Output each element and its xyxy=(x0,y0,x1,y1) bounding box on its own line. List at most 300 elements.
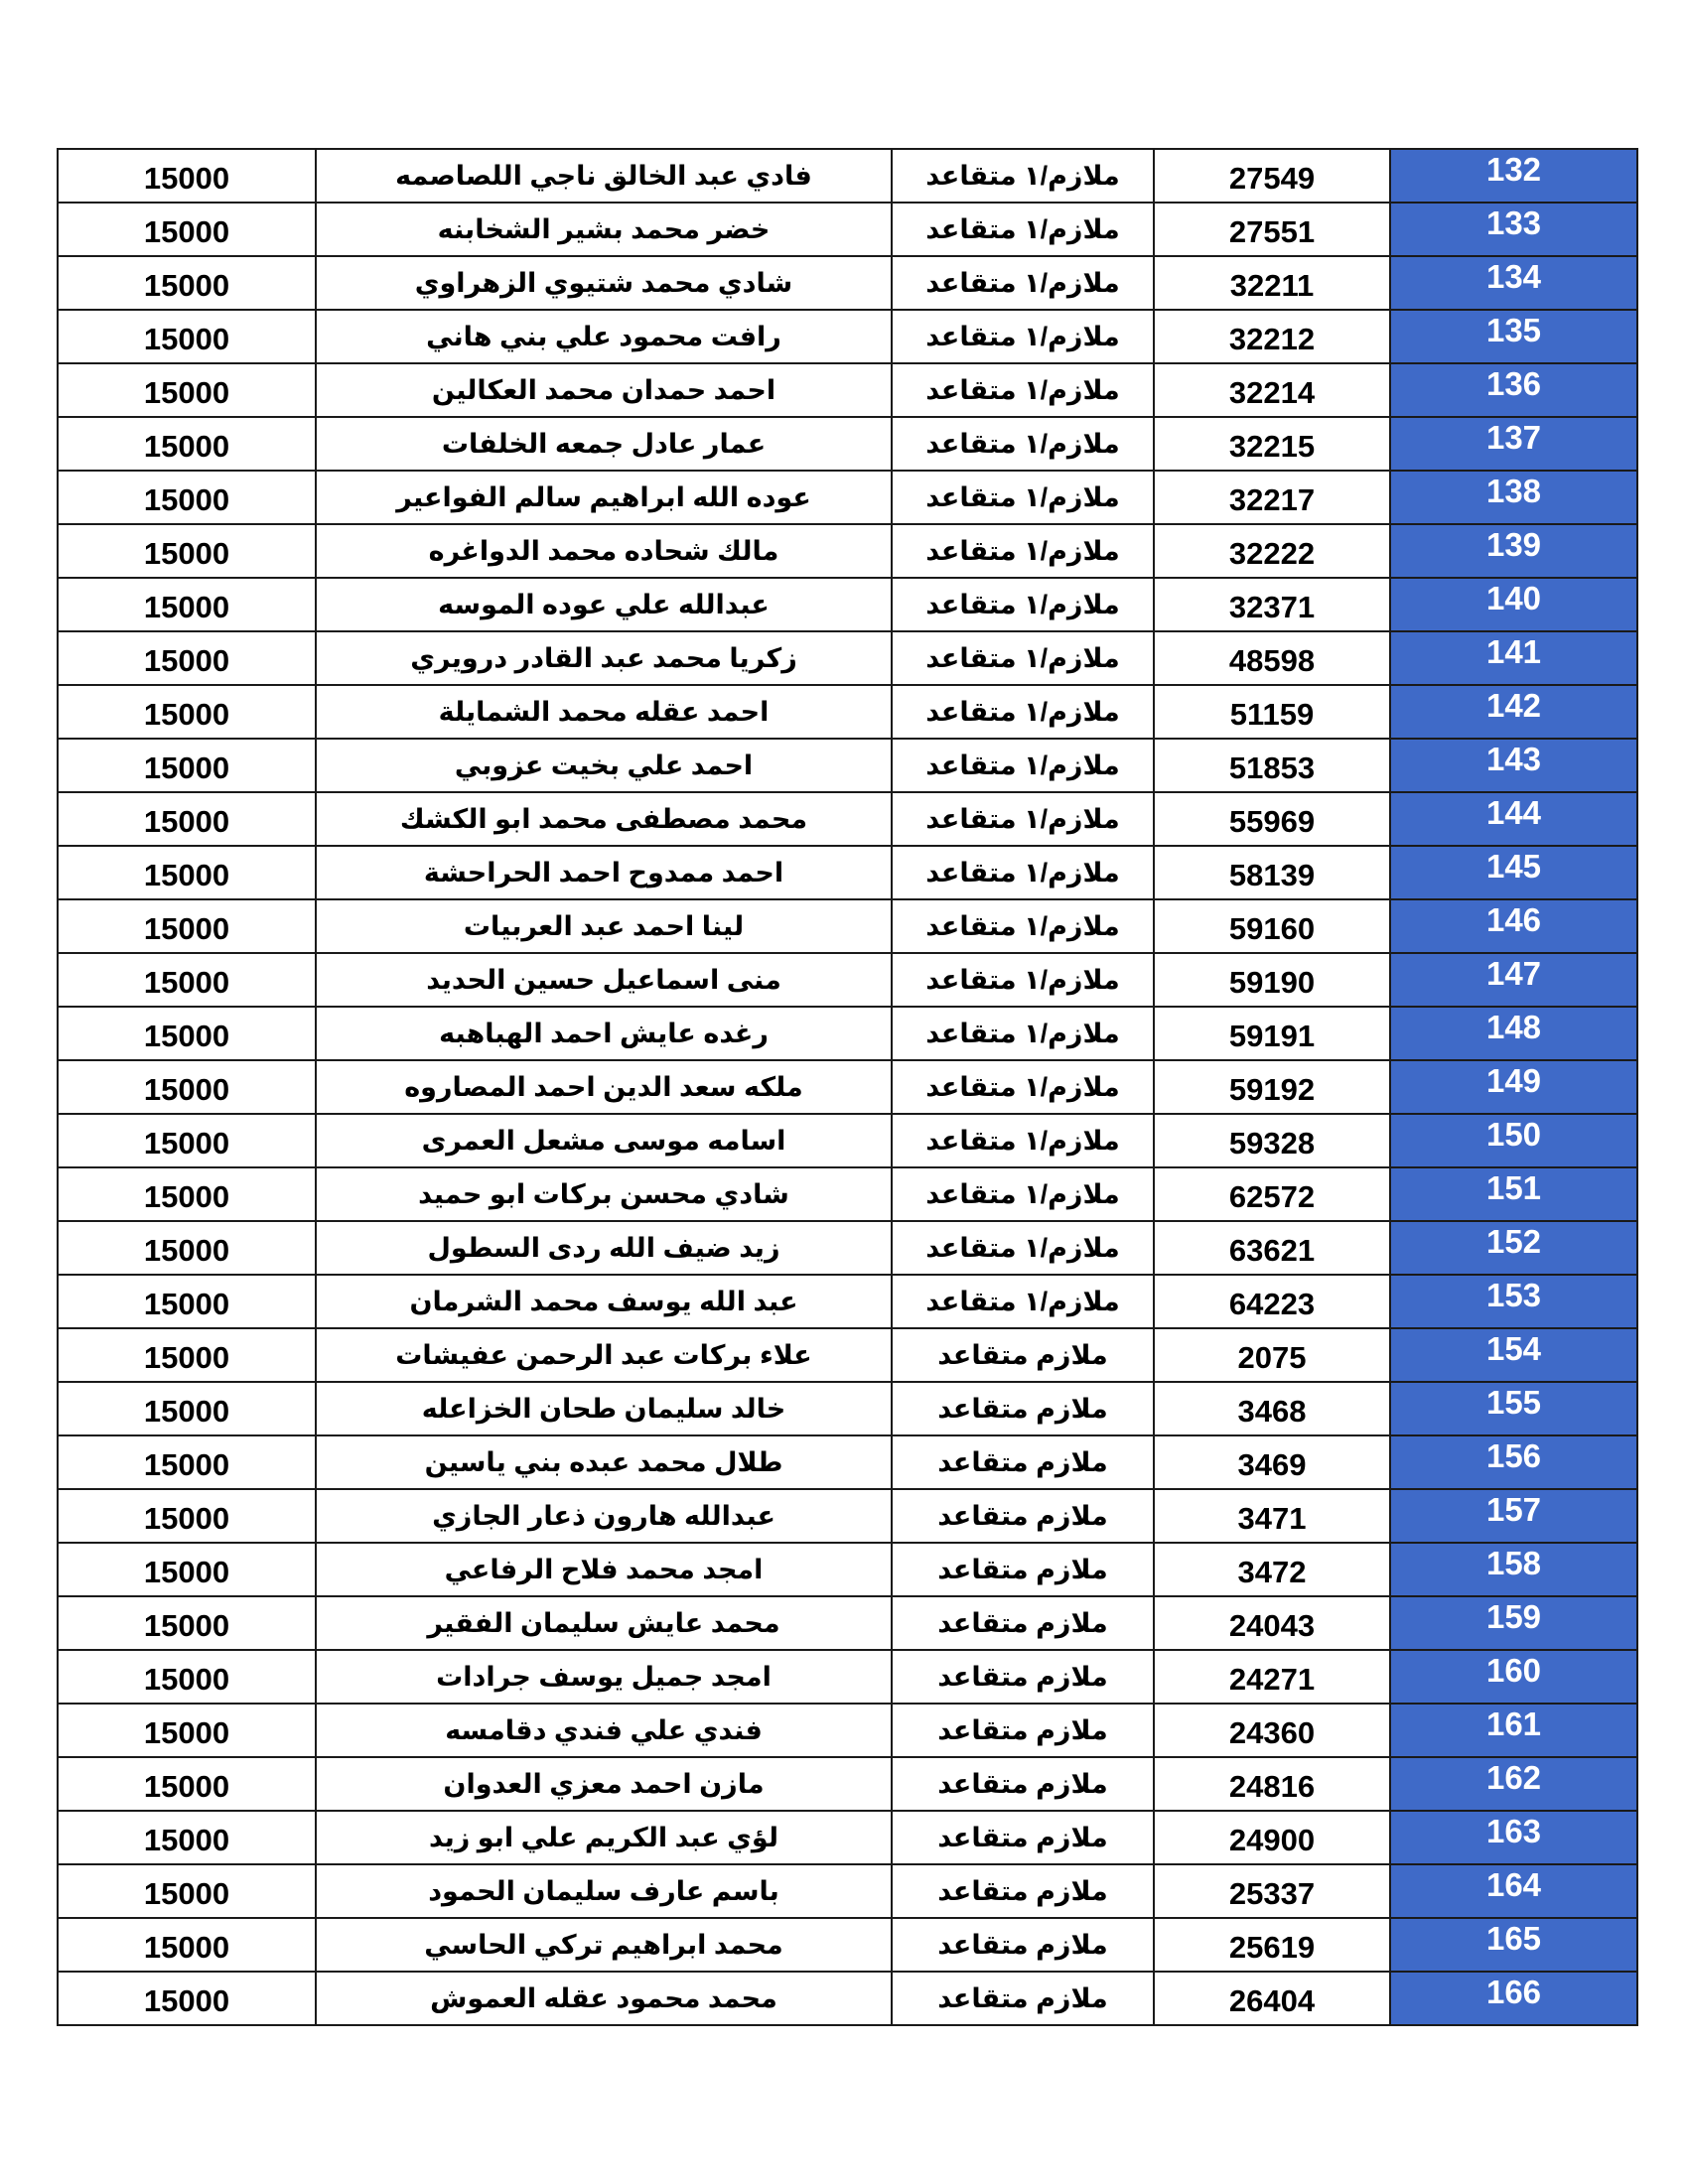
rank-cell-text: ملازم متقاعد xyxy=(937,1607,1108,1638)
table-row xyxy=(58,1167,1637,1221)
rank-cell xyxy=(892,953,1154,1007)
name-cell-text: فندي علي فندي دقامسه xyxy=(445,1714,763,1745)
table-row xyxy=(58,792,1637,846)
rank-cell-text: ملازم/١ متقاعد xyxy=(925,1286,1120,1316)
amount-cell-text: 15000 xyxy=(143,482,230,517)
rank-cell-text: ملازم متقاعد xyxy=(937,1714,1108,1745)
amount-cell xyxy=(58,846,316,899)
table-row xyxy=(58,1114,1637,1167)
amount-cell xyxy=(58,417,316,471)
table-row xyxy=(58,685,1637,739)
rank-cell xyxy=(892,363,1154,417)
rank-cell-text: ملازم متقاعد xyxy=(937,1393,1108,1424)
table-row xyxy=(58,1864,1637,1918)
amount-cell-text: 15000 xyxy=(143,1072,230,1107)
amount-cell-text: 15000 xyxy=(143,1394,230,1429)
rank-cell xyxy=(892,1221,1154,1275)
sequence-number-cell-text: 147 xyxy=(1485,955,1542,992)
amount-cell-text: 15000 xyxy=(143,1287,230,1321)
table-row xyxy=(58,631,1637,685)
id-number-cell xyxy=(1154,1650,1390,1704)
name-cell-text: محمد ابراهيم تركي الحاسي xyxy=(424,1929,783,1960)
table-row xyxy=(58,256,1637,310)
sequence-number-cell-text: 143 xyxy=(1485,741,1542,777)
id-number-cell-text: 32214 xyxy=(1228,375,1316,410)
sequence-number-cell xyxy=(1390,1382,1637,1435)
table-row xyxy=(58,203,1637,256)
rank-cell-text: ملازم/١ متقاعد xyxy=(925,160,1120,191)
id-number-cell-text: 27551 xyxy=(1228,214,1316,249)
amount-cell-text: 15000 xyxy=(143,1608,230,1643)
rank-cell-text: ملازم/١ متقاعد xyxy=(925,964,1120,995)
sequence-number-cell xyxy=(1390,1650,1637,1704)
amount-cell-text: 15000 xyxy=(143,1179,230,1214)
amount-cell xyxy=(58,1811,316,1864)
amount-cell xyxy=(58,1328,316,1382)
table-row xyxy=(58,899,1637,953)
id-number-cell-text: 62572 xyxy=(1228,1179,1316,1214)
amount-cell-text: 15000 xyxy=(143,1930,230,1965)
sequence-number-cell xyxy=(1390,739,1637,792)
id-number-cell xyxy=(1154,1007,1390,1060)
table-row xyxy=(58,471,1637,524)
rank-cell-text: ملازم متقاعد xyxy=(937,1875,1108,1906)
id-number-cell xyxy=(1154,899,1390,953)
name-cell xyxy=(316,1382,892,1435)
rank-cell-text: ملازم متقاعد xyxy=(937,1982,1108,2013)
id-number-cell-text: 25337 xyxy=(1228,1876,1316,1911)
sequence-number-cell xyxy=(1390,256,1637,310)
sequence-number-cell-text: 153 xyxy=(1485,1277,1542,1313)
sequence-number-cell xyxy=(1390,631,1637,685)
rank-cell-text: ملازم/١ متقاعد xyxy=(925,910,1120,941)
table-row xyxy=(58,1275,1637,1328)
name-cell-text: علاء بركات عبد الرحمن عفيشات xyxy=(395,1339,812,1370)
name-cell-text: احمد علي بخيت عزوبي xyxy=(454,750,754,780)
sequence-number-cell-text: 165 xyxy=(1485,1920,1542,1957)
amount-cell xyxy=(58,1060,316,1114)
sequence-number-cell-text: 134 xyxy=(1485,258,1542,295)
sequence-number-cell-text: 155 xyxy=(1485,1384,1542,1421)
id-number-cell-text: 24360 xyxy=(1228,1715,1316,1750)
amount-cell-text: 15000 xyxy=(143,268,230,303)
table-row xyxy=(58,1596,1637,1650)
amount-cell xyxy=(58,256,316,310)
sequence-number-cell xyxy=(1390,1543,1637,1596)
table-row xyxy=(58,417,1637,471)
id-number-cell xyxy=(1154,1382,1390,1435)
name-cell-text: باسم عارف سليمان الحمود xyxy=(428,1875,779,1906)
amount-cell-text: 15000 xyxy=(143,1555,230,1589)
rank-cell-text: ملازم/١ متقاعد xyxy=(925,213,1120,244)
amount-cell-text: 15000 xyxy=(143,1769,230,1804)
rank-cell xyxy=(892,310,1154,363)
table-row xyxy=(58,1221,1637,1275)
rank-cell xyxy=(892,149,1154,203)
id-number-cell xyxy=(1154,953,1390,1007)
name-cell xyxy=(316,578,892,631)
sequence-number-cell xyxy=(1390,1489,1637,1543)
sequence-number-cell xyxy=(1390,1328,1637,1382)
rank-cell-text: ملازم/١ متقاعد xyxy=(925,267,1120,298)
id-number-cell-text: 3469 xyxy=(1237,1447,1307,1482)
amount-cell-text: 15000 xyxy=(143,1126,230,1160)
amount-cell xyxy=(58,524,316,578)
amount-cell-text: 15000 xyxy=(143,375,230,410)
table-row xyxy=(58,310,1637,363)
amount-cell-text: 15000 xyxy=(143,536,230,571)
rank-cell-text: ملازم/١ متقاعد xyxy=(925,696,1120,727)
id-number-cell-text: 59160 xyxy=(1228,911,1316,946)
table-row xyxy=(58,1489,1637,1543)
rank-cell-text: ملازم متقاعد xyxy=(937,1768,1108,1799)
rank-cell-text: ملازم متقاعد xyxy=(937,1339,1108,1370)
rank-cell xyxy=(892,578,1154,631)
amount-cell-text: 15000 xyxy=(143,1983,230,2018)
rank-cell xyxy=(892,1650,1154,1704)
rank-cell-text: ملازم/١ متقاعد xyxy=(925,535,1120,566)
sequence-number-cell-text: 166 xyxy=(1485,1974,1542,2010)
name-cell xyxy=(316,149,892,203)
name-cell-text: محمد مصطفى محمد ابو الكشك xyxy=(399,803,808,834)
sequence-number-cell xyxy=(1390,1060,1637,1114)
name-cell-text: فادي عبد الخالق ناجي اللصاصمه xyxy=(395,160,812,191)
id-number-cell-text: 27549 xyxy=(1228,161,1316,196)
sequence-number-cell-text: 163 xyxy=(1485,1813,1542,1849)
sequence-number-cell xyxy=(1390,471,1637,524)
id-number-cell xyxy=(1154,685,1390,739)
sequence-number-cell-text: 136 xyxy=(1485,365,1542,402)
name-cell-text: لينا احمد عبد العربيات xyxy=(463,910,745,941)
sequence-number-cell-text: 133 xyxy=(1485,205,1542,241)
id-number-cell-text: 3471 xyxy=(1237,1501,1307,1536)
name-cell-text: لؤي عبد الكريم علي ابو زيد xyxy=(429,1822,778,1852)
name-cell-text: محمد محمود عقله العموش xyxy=(430,1982,777,2013)
sequence-number-cell-text: 157 xyxy=(1485,1491,1542,1528)
sequence-number-cell-text: 139 xyxy=(1485,526,1542,563)
id-number-cell xyxy=(1154,310,1390,363)
id-number-cell xyxy=(1154,203,1390,256)
name-cell xyxy=(316,1918,892,1972)
name-cell xyxy=(316,203,892,256)
id-number-cell xyxy=(1154,256,1390,310)
table-row xyxy=(58,1704,1637,1757)
name-cell-text: محمد عايش سليمان الفقير xyxy=(427,1607,780,1638)
name-cell xyxy=(316,310,892,363)
id-number-cell xyxy=(1154,1114,1390,1167)
rank-cell xyxy=(892,792,1154,846)
id-number-cell-text: 51853 xyxy=(1228,751,1316,785)
rank-cell xyxy=(892,524,1154,578)
name-cell-text: احمد عقله محمد الشمايلة xyxy=(438,696,770,727)
rank-cell xyxy=(892,1060,1154,1114)
rank-cell-text: ملازم/١ متقاعد xyxy=(925,481,1120,512)
amount-cell xyxy=(58,203,316,256)
rank-cell-text: ملازم/١ متقاعد xyxy=(925,321,1120,351)
name-cell-text: اسامه موسى مشعل العمرى xyxy=(421,1125,786,1156)
id-number-cell xyxy=(1154,739,1390,792)
name-cell xyxy=(316,1972,892,2025)
rank-cell-text: ملازم/١ متقاعد xyxy=(925,803,1120,834)
sequence-number-cell xyxy=(1390,310,1637,363)
sequence-number-cell xyxy=(1390,1114,1637,1167)
table-row xyxy=(58,1543,1637,1596)
name-cell-text: امجد محمد فلاح الرفاعي xyxy=(444,1554,764,1584)
rank-cell xyxy=(892,1811,1154,1864)
name-cell xyxy=(316,1167,892,1221)
name-cell-text: منى اسماعيل حسين الحديد xyxy=(426,964,781,995)
rank-cell-text: ملازم متقاعد xyxy=(937,1554,1108,1584)
table-row xyxy=(58,846,1637,899)
id-number-cell xyxy=(1154,149,1390,203)
rank-cell-text: ملازم متقاعد xyxy=(937,1500,1108,1531)
amount-cell xyxy=(58,1650,316,1704)
name-cell xyxy=(316,899,892,953)
id-number-cell-text: 3468 xyxy=(1237,1394,1307,1429)
sequence-number-cell-text: 140 xyxy=(1485,580,1542,616)
table-body xyxy=(58,149,1637,2025)
sequence-number-cell-text: 132 xyxy=(1485,151,1542,188)
sequence-number-cell xyxy=(1390,363,1637,417)
rank-cell xyxy=(892,899,1154,953)
table-row xyxy=(58,363,1637,417)
sequence-number-cell-text: 151 xyxy=(1485,1169,1542,1206)
rank-cell xyxy=(892,1918,1154,1972)
sequence-number-cell xyxy=(1390,203,1637,256)
table-row xyxy=(58,578,1637,631)
name-cell xyxy=(316,524,892,578)
name-cell-text: احمد حمدان محمد العكالين xyxy=(431,374,776,405)
amount-cell xyxy=(58,149,316,203)
name-cell xyxy=(316,363,892,417)
table-row xyxy=(58,1007,1637,1060)
amount-cell-text: 15000 xyxy=(143,322,230,356)
amount-cell-text: 15000 xyxy=(143,1662,230,1697)
name-cell xyxy=(316,1489,892,1543)
name-cell xyxy=(316,256,892,310)
sequence-number-cell-text: 152 xyxy=(1485,1223,1542,1260)
rank-cell-text: ملازم/١ متقاعد xyxy=(925,1018,1120,1048)
amount-cell xyxy=(58,739,316,792)
id-number-cell-text: 55969 xyxy=(1228,804,1316,839)
amount-cell-text: 15000 xyxy=(143,590,230,624)
name-cell-text: شادي محمد شتيوي الزهراوي xyxy=(414,267,793,298)
sequence-number-cell xyxy=(1390,846,1637,899)
name-cell xyxy=(316,685,892,739)
name-cell xyxy=(316,1007,892,1060)
table-row xyxy=(58,1060,1637,1114)
rank-cell xyxy=(892,203,1154,256)
name-cell xyxy=(316,846,892,899)
sequence-number-cell xyxy=(1390,1221,1637,1275)
rank-cell xyxy=(892,1382,1154,1435)
table-row xyxy=(58,1382,1637,1435)
sequence-number-cell-text: 145 xyxy=(1485,848,1542,885)
name-cell xyxy=(316,1596,892,1650)
rank-cell-text: ملازم/١ متقاعد xyxy=(925,750,1120,780)
table-row xyxy=(58,1328,1637,1382)
sequence-number-cell-text: 154 xyxy=(1485,1330,1542,1367)
amount-cell xyxy=(58,1704,316,1757)
name-cell xyxy=(316,1114,892,1167)
id-number-cell-text: 59328 xyxy=(1228,1126,1316,1160)
id-number-cell-text: 59192 xyxy=(1228,1072,1316,1107)
id-number-cell xyxy=(1154,1596,1390,1650)
name-cell-text: عمار عادل جمعه الخلفات xyxy=(441,428,767,459)
rank-cell-text: ملازم/١ متقاعد xyxy=(925,428,1120,459)
name-cell xyxy=(316,1328,892,1382)
amount-cell-text: 15000 xyxy=(143,911,230,946)
table-row xyxy=(58,149,1637,203)
name-cell xyxy=(316,1435,892,1489)
id-number-cell xyxy=(1154,1918,1390,1972)
amount-cell-text: 15000 xyxy=(143,161,230,196)
id-number-cell xyxy=(1154,1543,1390,1596)
sequence-number-cell xyxy=(1390,953,1637,1007)
name-cell xyxy=(316,1060,892,1114)
rank-cell xyxy=(892,1435,1154,1489)
sequence-number-cell-text: 161 xyxy=(1485,1706,1542,1742)
sequence-number-cell xyxy=(1390,1918,1637,1972)
amount-cell-text: 15000 xyxy=(143,643,230,678)
rank-cell xyxy=(892,739,1154,792)
id-number-cell-text: 48598 xyxy=(1228,643,1316,678)
sequence-number-cell xyxy=(1390,685,1637,739)
name-cell xyxy=(316,1543,892,1596)
rank-cell xyxy=(892,631,1154,685)
rank-cell xyxy=(892,1114,1154,1167)
name-cell-text: عبدالله علي عوده الموسه xyxy=(438,589,770,619)
name-cell-text: عبد الله يوسف محمد الشرمان xyxy=(409,1286,798,1316)
sequence-number-cell xyxy=(1390,1704,1637,1757)
name-cell xyxy=(316,792,892,846)
rank-cell-text: ملازم/١ متقاعد xyxy=(925,589,1120,619)
id-number-cell-text: 24816 xyxy=(1228,1769,1316,1804)
amount-cell-text: 15000 xyxy=(143,858,230,892)
id-number-cell-text: 58139 xyxy=(1228,858,1316,892)
amount-cell xyxy=(58,471,316,524)
id-number-cell xyxy=(1154,1757,1390,1811)
rank-cell-text: ملازم/١ متقاعد xyxy=(925,1232,1120,1263)
id-number-cell-text: 64223 xyxy=(1228,1287,1316,1321)
table-row xyxy=(58,1435,1637,1489)
name-cell-text: عبدالله هارون ذعار الجازي xyxy=(432,1500,775,1531)
sequence-number-cell xyxy=(1390,899,1637,953)
name-cell-text: زكريا محمد عبد القادر درويري xyxy=(410,642,797,673)
rank-cell-text: ملازم متقاعد xyxy=(937,1661,1108,1692)
id-number-cell xyxy=(1154,1972,1390,2025)
table-row xyxy=(58,1972,1637,2025)
rank-cell xyxy=(892,1704,1154,1757)
name-cell-text: امجد جميل يوسف جرادات xyxy=(436,1661,772,1692)
rank-cell xyxy=(892,1972,1154,2025)
sequence-number-cell xyxy=(1390,1811,1637,1864)
rank-cell-text: ملازم/١ متقاعد xyxy=(925,1071,1120,1102)
rank-cell-text: ملازم/١ متقاعد xyxy=(925,857,1120,887)
rank-cell-text: ملازم متقاعد xyxy=(937,1446,1108,1477)
id-number-cell-text: 32212 xyxy=(1228,322,1316,356)
id-number-cell-text: 32222 xyxy=(1228,536,1316,571)
id-number-cell-text: 63621 xyxy=(1228,1233,1316,1268)
id-number-cell xyxy=(1154,1435,1390,1489)
name-cell xyxy=(316,1650,892,1704)
rank-cell-text: ملازم/١ متقاعد xyxy=(925,642,1120,673)
rank-cell xyxy=(892,1757,1154,1811)
sequence-number-cell xyxy=(1390,1007,1637,1060)
amount-cell xyxy=(58,1864,316,1918)
sequence-number-cell xyxy=(1390,792,1637,846)
amount-cell xyxy=(58,1382,316,1435)
amount-cell-text: 15000 xyxy=(143,697,230,732)
name-cell xyxy=(316,1221,892,1275)
table-row xyxy=(58,953,1637,1007)
amount-cell xyxy=(58,1007,316,1060)
id-number-cell-text: 59190 xyxy=(1228,965,1316,1000)
amount-cell-text: 15000 xyxy=(143,1340,230,1375)
amount-cell xyxy=(58,1167,316,1221)
sequence-number-cell-text: 162 xyxy=(1485,1759,1542,1796)
id-number-cell-text: 24900 xyxy=(1228,1823,1316,1857)
sequence-number-cell-text: 138 xyxy=(1485,473,1542,509)
table-row xyxy=(58,524,1637,578)
table-row xyxy=(58,1811,1637,1864)
rank-cell xyxy=(892,1864,1154,1918)
sequence-number-cell xyxy=(1390,1275,1637,1328)
id-number-cell-text: 26404 xyxy=(1228,1983,1316,2018)
id-number-cell-text: 32215 xyxy=(1228,429,1316,464)
rank-cell-text: ملازم/١ متقاعد xyxy=(925,374,1120,405)
sequence-number-cell-text: 141 xyxy=(1485,633,1542,670)
name-cell-text: خالد سليمان طحان الخزاعله xyxy=(421,1393,786,1424)
rank-cell xyxy=(892,471,1154,524)
rank-cell-text: ملازم/١ متقاعد xyxy=(925,1178,1120,1209)
sequence-number-cell-text: 137 xyxy=(1485,419,1542,456)
name-cell xyxy=(316,1704,892,1757)
amount-cell xyxy=(58,363,316,417)
amount-cell-text: 15000 xyxy=(143,965,230,1000)
amount-cell xyxy=(58,1596,316,1650)
sequence-number-cell-text: 150 xyxy=(1485,1116,1542,1153)
name-cell-text: زيد ضيف الله ردى السطول xyxy=(427,1232,780,1263)
rank-cell xyxy=(892,1275,1154,1328)
rank-cell-text: ملازم/١ متقاعد xyxy=(925,1125,1120,1156)
name-cell-text: مالك شحاده محمد الدواغره xyxy=(428,535,779,566)
name-cell xyxy=(316,953,892,1007)
id-number-cell xyxy=(1154,1489,1390,1543)
sequence-number-cell-text: 146 xyxy=(1485,901,1542,938)
id-number-cell-text: 24271 xyxy=(1228,1662,1316,1697)
document-page xyxy=(57,148,1630,2026)
amount-cell-text: 15000 xyxy=(143,1447,230,1482)
id-number-cell-text: 32371 xyxy=(1228,590,1316,624)
name-cell-text: رغده عايش احمد الهباهبه xyxy=(439,1018,769,1048)
amount-cell xyxy=(58,578,316,631)
sequence-number-cell-text: 135 xyxy=(1485,312,1542,348)
id-number-cell-text: 3472 xyxy=(1237,1555,1307,1589)
id-number-cell-text: 59191 xyxy=(1228,1019,1316,1053)
id-number-cell xyxy=(1154,1328,1390,1382)
table-row xyxy=(58,1650,1637,1704)
id-number-cell xyxy=(1154,1167,1390,1221)
sequence-number-cell-text: 148 xyxy=(1485,1009,1542,1045)
id-number-cell-text: 24043 xyxy=(1228,1608,1316,1643)
id-number-cell xyxy=(1154,1864,1390,1918)
amount-cell xyxy=(58,1918,316,1972)
table-row xyxy=(58,1918,1637,1972)
id-number-cell xyxy=(1154,1060,1390,1114)
amount-cell xyxy=(58,792,316,846)
name-cell-text: خضر محمد بشير الشخابنه xyxy=(437,213,771,244)
